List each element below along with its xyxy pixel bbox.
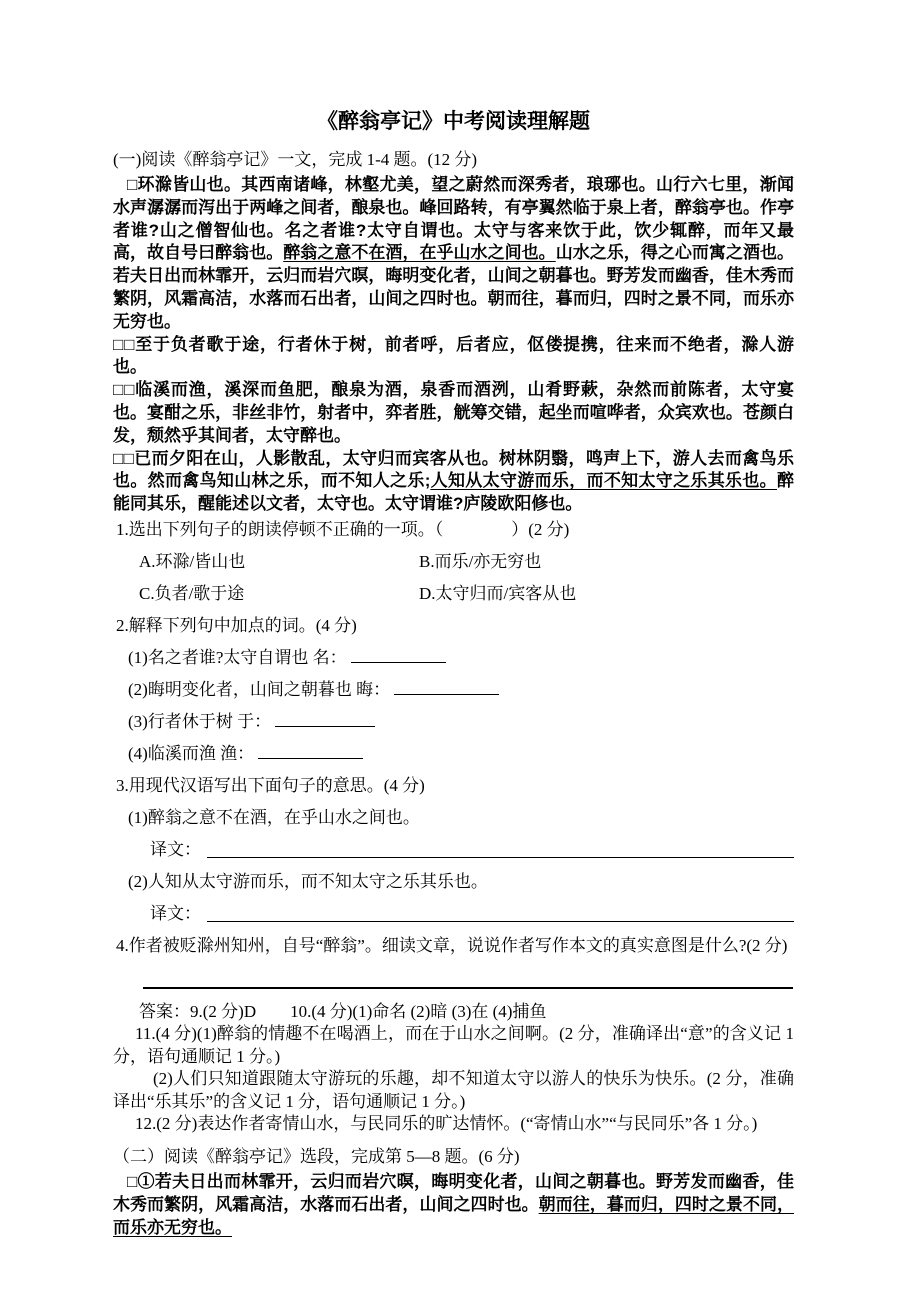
section-one-heading: (一)阅读《醉翁亭记》一文，完成 1-4 题。(12 分): [113, 150, 478, 169]
passage-paragraph-1: [113, 174, 794, 334]
underlined-phrase: 朝而往，暮而归，四时之景不同，而乐亦无穷也。: [113, 1194, 794, 1237]
text-segment: □□至于负者歌于途，行者休于树，前者呼，后者应，伛偻提携，往来而不绝者，滁人游也。: [113, 334, 794, 377]
question-3-item-2: (2)人知从太守游而乐，而不知太守之乐其乐也。: [128, 871, 488, 891]
text-segment: 山水之乐，得之心而寓之酒也。若夫日出而林霏开，云归而岩穴暝，晦明变化者，山间之朝暮也。野芳发而幽香，佳木秀而繁阴，风霜高洁，水落而石出者，山间之四时也。朝而往，暮而归，四时之景不同，而乐亦无穷也。: [113, 243, 795, 331]
question-2-label: 2.解释下列句中加点的词。(4 分): [116, 615, 357, 635]
text-segment: □□已而夕阳在山，人影散乱，太守归而宾客从也。树林阴翳，鸣声上下，游人去而禽鸟乐也。然而禽鸟知山林之乐，而不知人之乐;: [113, 448, 794, 491]
answer-line: [207, 921, 794, 922]
question-2-item-4-text: (4)临溪而渔 渔：: [128, 743, 255, 763]
text-segment: □环滁皆山也。其西南诸峰，林壑尤美，望之蔚然而深秀者，琅琊也。山行六七里，渐闻水声潺潺而泻出于两峰之间者，酿泉也。峰回路转，有亭翼然临于泉上者，醉翁亭也。作亭者谁?山之僧智仙也。名之者谁?太守自谓也。太守与客来饮于此，饮少辄醉，而年又最高，故自号曰醉翁也。: [113, 175, 794, 263]
answers-line-4: 12.(2 分)表达作者寄情山水，与民同乐的旷达情怀。(“寄情山水”“与民同乐”各 1 分。): [135, 1114, 758, 1134]
passage-paragraph-2: [113, 334, 794, 380]
document-title: 《醉翁亭记》中考阅读理解题: [317, 110, 590, 133]
answer-blank: [394, 680, 499, 695]
underlined-phrase: 人知从太守游而乐，而不知太守之乐其乐也。: [430, 471, 777, 491]
answers-line-3: (2)人们只知道跟随太守游玩的乐趣，却不知道太守以游人的快乐为快乐。(2 分，准确译出“乐其乐”的含义记 1 分，语句通顺记 1 分。): [113, 1069, 794, 1111]
option-d: D.太守归而/宾客从也: [419, 583, 577, 603]
passage-paragraph-3: [113, 379, 794, 447]
question-2-item-2: [128, 678, 794, 701]
option-a: A.环滁/皆山也: [139, 551, 246, 571]
question-1-options: [139, 550, 794, 605]
answers-line-1: 答案：9.(2 分)D 10.(4 分)(1)命名 (2)暗 (3)在 (4)捕鱼: [139, 1001, 547, 1021]
text-segment: □□临溪而渔，溪深而鱼肥，酿泉为酒，泉香而酒洌，山肴野蔌，杂然而前陈者，太守宴也。宴酣之乐，非丝非竹，射者中，弈者胜，觥筹交错，起坐而喧哗者，众宾欢也。苍颜白发，颓然乎其间者，太守醉也。: [113, 380, 794, 445]
question-3-label: 3.用现代汉语写出下面句子的意思。(4 分): [116, 775, 425, 795]
question-2-item-1: [128, 646, 794, 669]
underlined-phrase: 醉翁之意不在酒，在乎山水之间也。: [283, 243, 556, 263]
answer-line: [207, 857, 794, 858]
question-2-item-2-text: (2)晦明变化者，山间之朝暮也 晦：: [128, 679, 391, 699]
question-3-item-1: (1)醉翁之意不在酒，在乎山水之间也。: [128, 807, 420, 827]
translation-row-2: [150, 902, 794, 925]
question-2-item-3-text: (3)行者休于树 于：: [128, 711, 272, 731]
option-b: B.而乐/亦无穷也: [419, 551, 542, 571]
question-4-label: 4.作者被贬滁州知州，自号“醉翁”。细读文章，说说作者写作本文的真实意图是什么?(2 分): [116, 935, 788, 955]
section-two-paragraph: [113, 1171, 794, 1239]
section-two-heading: （二）阅读《醉翁亭记》选段，完成第 5—8 题。(6 分): [113, 1146, 520, 1166]
answer-blank: [351, 648, 446, 663]
question-2-item-4: [128, 742, 794, 765]
text-segment: □①若夫日出而林霏开，云归而岩穴暝，晦明变化者，山间之朝暮也。野芳发而幽香，佳木秀而繁阴，风霜高洁，水落而石出者，山间之四时也。: [113, 1171, 794, 1214]
question-1-label: 1.选出下列句子的朗读停顿不正确的一项。（ ）(2 分): [116, 519, 570, 539]
translation-label: 译文：: [150, 903, 201, 923]
answers-line-2: 11.(4 分)(1)醉翁的情趣不在喝酒上，而在于山水之间啊。(2 分，准确译出“意”的含义记 1 分，语句通顺记 1 分。): [113, 1024, 794, 1066]
passage-paragraph-4: [113, 448, 794, 516]
document-content: [113, 108, 794, 1239]
question-2-item-1-text: (1)名之者谁?太守自谓也 名：: [128, 647, 347, 667]
text-segment: 醉能同其乐，醒能述以文者，太守也。太守谓谁?庐陵欧阳修也。: [113, 471, 794, 514]
translation-label: 译文：: [150, 839, 201, 859]
question-2-item-3: [128, 710, 794, 733]
option-c: C.负者/歌于途: [139, 583, 245, 603]
separator-line: [143, 987, 793, 989]
translation-row-1: [150, 838, 794, 861]
answer-blank: [258, 744, 363, 759]
answer-blank: [275, 712, 375, 727]
